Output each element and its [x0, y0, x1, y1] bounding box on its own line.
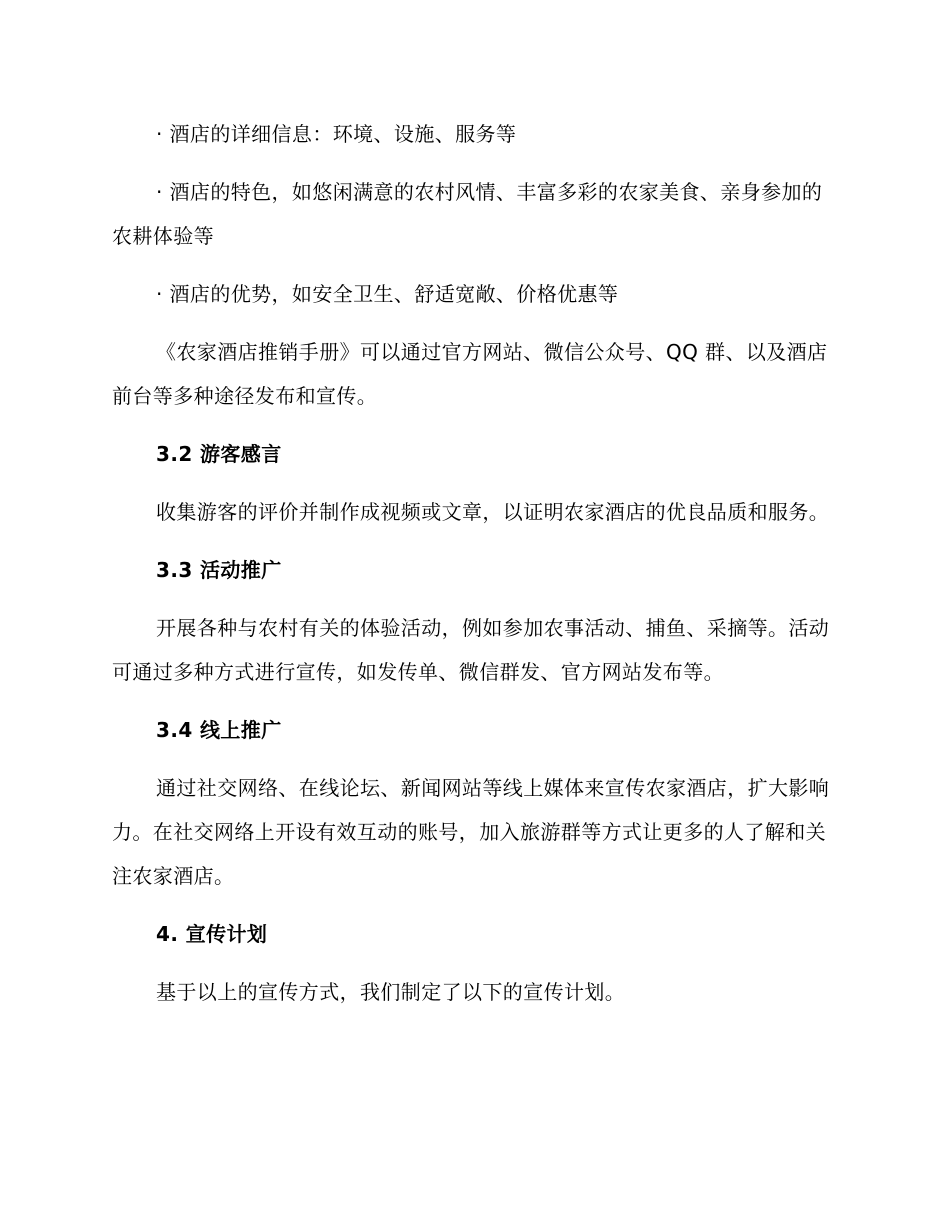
handbook-paragraph: 《农家酒店推销手册》可以通过官方网站、微信公众号、QQ 群、以及酒店前台等多种途径发布和宣传。 [112, 340, 828, 408]
section-3-3-heading: 3.3 活动推广 [156, 558, 282, 582]
document-body [112, 112, 836, 1014]
section-3-4-body: 通过社交网络、在线论坛、新闻网站等线上媒体来宣传农家酒店，扩大影响力。在社交网络上开设有效互动的账号，加入旅游群等方式让更多的人了解和关注农家酒店。 [112, 776, 830, 888]
section-3-2-body: 收集游客的评价并制作成视频或文章，以证明农家酒店的优良品质和服务。 [156, 500, 830, 524]
section-3-3-body: 开展各种与农村有关的体验活动，例如参加农事活动、捕鱼、采摘等。活动可通过多种方式进行宣传，如发传单、微信群发、官方网站发布等。 [112, 616, 830, 684]
section-4-heading: 4. 宣传计划 [156, 922, 268, 946]
section-3-4-heading: 3.4 线上推广 [156, 718, 282, 742]
bullet-hotel-advantages: · 酒店的优势，如安全卫生、舒适宽敞、价格优惠等 [156, 282, 619, 306]
section-3-2-heading: 3.2 游客感言 [156, 442, 282, 466]
bullet-hotel-features: · 酒店的特色，如悠闲满意的农村风情、丰富多彩的农家美食、亲身参加的农耕体验等 [112, 180, 823, 248]
bullet-hotel-details: · 酒店的详细信息：环境、设施、服务等 [156, 122, 517, 146]
section-4-body: 基于以上的宣传方式，我们制定了以下的宣传计划。 [156, 980, 626, 1004]
